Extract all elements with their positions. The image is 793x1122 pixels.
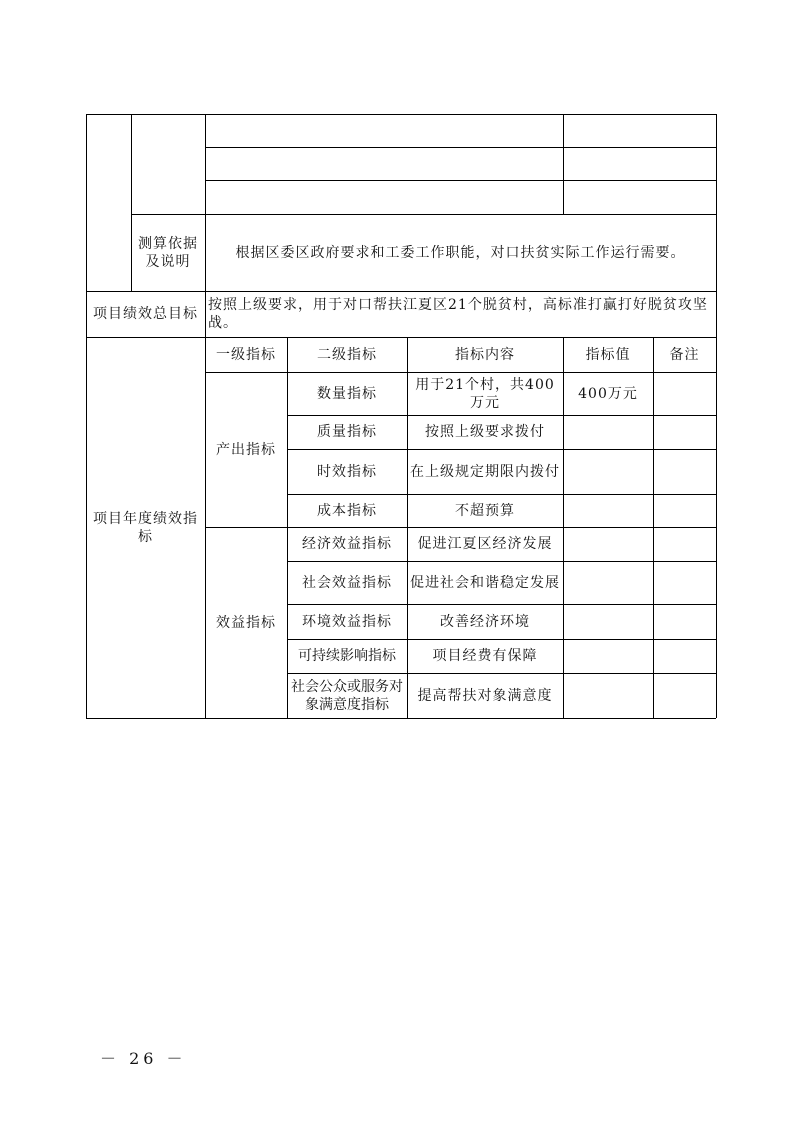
indicator-level2: 可持续影响指标 xyxy=(298,648,396,664)
overall-goal-label: 项目绩效总目标 xyxy=(93,306,198,322)
overall-goal-text: 按照上级要求，用于对口帮扶江夏区21个脱贫村，高标准打赢打好脱贫攻坚战。 xyxy=(208,297,708,331)
indicator-content: 在上级规定期限内拨付 xyxy=(410,463,560,480)
indicator-level2: 社会效益指标 xyxy=(302,574,392,591)
line xyxy=(86,718,716,719)
indicator-note xyxy=(653,372,716,415)
indicator-content: 项目经费有保障 xyxy=(432,648,538,664)
indicator-level2: 成本指标 xyxy=(317,502,377,519)
calc-basis-label: 测算依据及说明 xyxy=(138,235,198,270)
calc-basis-text: 根据区委区政府要求和工委工作职能，对口扶贫实际工作运行需要。 xyxy=(235,244,686,261)
indicator-note xyxy=(653,415,716,449)
indicator-level2: 环境效益指标 xyxy=(302,613,392,630)
indicator-value xyxy=(563,527,653,561)
indicator-level2: 时效指标 xyxy=(317,463,377,480)
indicator-level2: 数量指标 xyxy=(317,385,377,402)
annual-indicators-label: 项目年度绩效指标 xyxy=(93,510,198,545)
indicator-level2: 经济效益指标 xyxy=(302,536,392,552)
indicator-content: 促进社会和谐稳定发展 xyxy=(410,574,560,591)
indicator-value xyxy=(563,673,653,718)
indicator-value xyxy=(563,449,653,494)
indicator-value xyxy=(563,639,653,673)
indicator-content: 不超预算 xyxy=(455,502,515,519)
indicator-note xyxy=(653,561,716,604)
indicator-note xyxy=(653,494,716,527)
indicator-content: 改善经济环境 xyxy=(440,613,530,630)
page-number: － 26 － xyxy=(100,1049,187,1068)
header-value: 指标值 xyxy=(585,346,631,363)
indicator-content: 提高帮扶对象满意度 xyxy=(417,687,553,704)
indicator-note xyxy=(653,673,716,718)
indicator-content: 用于21个村，共400万元 xyxy=(415,376,555,411)
line xyxy=(716,114,717,718)
indicator-content: 促进江夏区经济发展 xyxy=(417,536,553,552)
indicator-value xyxy=(563,604,653,639)
indicator-level2: 社会公众或服务对象满意度指标 xyxy=(291,678,403,713)
line xyxy=(205,147,716,148)
indicator-content: 按照上级要求拨付 xyxy=(425,424,545,440)
indicator-note xyxy=(653,527,716,561)
indicator-note xyxy=(653,639,716,673)
header-note: 备注 xyxy=(669,346,700,363)
indicator-level2: 质量指标 xyxy=(317,424,377,440)
indicator-note xyxy=(653,449,716,494)
benefit-indicators-label: 效益指标 xyxy=(216,614,276,631)
indicator-value: 400万元 xyxy=(578,385,638,402)
indicator-note xyxy=(653,604,716,639)
header-content: 指标内容 xyxy=(455,346,515,363)
line xyxy=(205,180,716,181)
indicator-value xyxy=(563,494,653,527)
header-level2: 二级指标 xyxy=(317,346,377,363)
indicator-value xyxy=(563,415,653,449)
indicator-value xyxy=(563,561,653,604)
line xyxy=(86,114,716,115)
header-level1: 一级指标 xyxy=(216,346,276,363)
line xyxy=(563,114,564,214)
output-indicators-label: 产出指标 xyxy=(216,441,276,458)
